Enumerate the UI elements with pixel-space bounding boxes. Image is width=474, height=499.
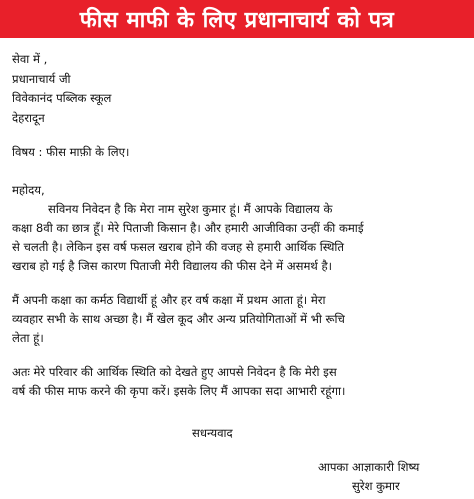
closing-text: आपका आज्ञाकारी शिष्य bbox=[318, 460, 420, 474]
salutation: सेवा में , bbox=[12, 52, 48, 66]
letter-title: फीस माफी के लिए प्रधानाचार्य को पत्र bbox=[79, 8, 395, 33]
greeting: महोदय, bbox=[12, 183, 45, 197]
recipient-designation: प्रधानाचार्य जी bbox=[12, 72, 71, 86]
recipient-school: विवेकानंद पब्लिक स्कूल bbox=[12, 91, 112, 105]
paragraph-1-line-4: खराब हो गई है जिस कारण पिताजी मेरी विद्यालय की फीस देने में असमर्थ है। bbox=[12, 259, 333, 273]
title-banner bbox=[0, 0, 474, 38]
thanks-text: सधन्यवाद bbox=[192, 426, 233, 440]
paragraph-2-line-2: व्यवहार सभी के साथ अच्छा है। मैं खेल कूद और अन्य प्रतियोगिताओं में भी रूचि bbox=[12, 312, 345, 326]
paragraph-3-line-2: वर्ष की फीस माफ करने की कृपा करें। इसके लिए मैं आपका सदा आभारी रहूंगा। bbox=[12, 384, 346, 398]
paragraph-2-line-3: लेता हूं। bbox=[12, 331, 44, 345]
paragraph-1-line-3: से चलती है। लेकिन इस वर्ष फसल खराब होने की वजह से हमारी आर्थिक स्थिति bbox=[12, 240, 345, 254]
paragraph-3-line-1: अतः मेरे परिवार की आर्थिक स्थिति को देखते हुए आपसे निवेदन है कि मेरी इस bbox=[12, 365, 337, 379]
paragraph-1-line-1: सविनय निवेदन है कि मेरा नाम सुरेश कुमार हूं। मैं आपके विद्यालय के bbox=[48, 202, 333, 216]
subject-line: विषय : फीस माफ़ी के लिए। bbox=[12, 145, 130, 159]
paragraph-1-line-2: कक्षा 8वी का छात्र हूँ। मेरे पिताजी किसान है। और हमारी आजीविका उन्हीं की कमाई bbox=[12, 221, 364, 235]
recipient-city: देहरादून bbox=[12, 111, 45, 125]
paragraph-2-line-1: मैं अपनी कक्षा का कर्मठ विद्यार्थी हूं और हर वर्ष कक्षा में प्रथम आता हूं। मेरा bbox=[12, 293, 326, 307]
signature-name: सुरेश कुमार bbox=[352, 479, 400, 493]
